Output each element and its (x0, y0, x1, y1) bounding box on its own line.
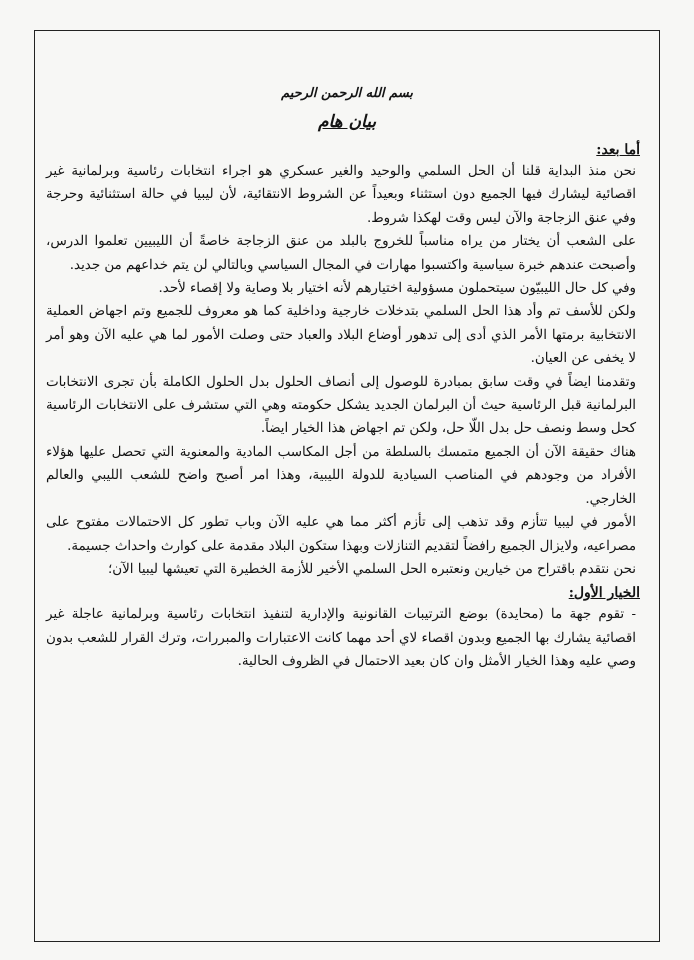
document-body (46, 84, 648, 674)
paragraph: هناك حقيقة الآن أن الجميع متمسك بالسلطة من أجل المكاسب المادية والمعنوية التي تحصل عليها هؤلاء الأفراد من وجودهم في المناصب السيادية للدولة الليبية، وهذا امر أصبح واضح للشعب الليبي والعالم الخارجي. (46, 444, 636, 507)
paragraph: نحن منذ البداية قلنا أن الحل السلمي والوحيد والغير عسكري هو اجراء انتخابات رئاسية وبرلمانية غير اقصائية ليشارك فيها الجميع دون استثناء وبعيداً عن الشروط الانتقائية، لأن ليبيا في حالة استثنائية وحرجة وفي عنق الزجاجة والآن ليس وقت لهكذا شروط. (46, 164, 636, 226)
paragraph: الأمور في ليبيا تتأزم وقد تذهب إلى تأزم أكثر مما هي عليه الآن وباب تطور كل الاحتمالات مفتوح على مصراعيه، ولايزال الجميع رافضاً لتقديم التنازلات وبهذا ستكون البلاد مقدمة على كوارث واحداث جسيمة. (46, 515, 636, 554)
basmala: بسم الله الرحمن الرحيم (281, 86, 413, 101)
paragraph: وتقدمنا ايضاً في وقت سابق بمبادرة للوصول إلى أنصاف الحلول بدل الحلول الكاملة بأن تجرى الانتخابات البرلمانية قبل الرئاسية حيث أن البرلمان الجديد يشكل حكومته وهي التي ستشرف على الانتخابات الرئاسية كحل وسط ونصف حل بدل اللّا حل، ولكن تم اجهاض هذا الخيار ايضاً. (46, 374, 636, 437)
option-one-heading: الخيار الأول: (568, 585, 640, 602)
paragraph: وفي كل حال الليبيّون سيتحملون مسؤولية اختيارهم لأنه اختيار بلا وصاية ولا إقصاء لأحد. (158, 281, 636, 297)
paragraph: نحن نتقدم باقتراح من خيارين ونعتبره الحل السلمي الأخير للأزمة الخطيرة التي تعيشها ليبيا الآن؛ (108, 561, 636, 577)
paragraph: على الشعب أن يختار من يراه مناسباً للخروج بالبلد من عنق الزجاجة خاصةً أن الليبيين تعلموا الدرس، وأصبحت عندهم خبرة سياسية واكتسبوا مهارات في المجال السياسي وبالتالي لن يتم خداعهم من جديد. (46, 234, 636, 273)
option-one-paragraph: - تقوم جهة ما (محايدة) بوضع الترتيبات القانونية والإدارية لتنفيذ انتخابات رئاسية وبرلمانية عاجلة غير اقصائية يشارك بها الجميع وبدون اقصاء لاي أحد مهما كانت الاعتبارات والمبررات، وترك القرار للشعب بدون وصي عليه وهذا الخيار الأمثل وان كان بعيد الاحتمال في الظروف الحالية. (46, 607, 636, 670)
document-title: بيان هام (317, 112, 377, 132)
paragraph: ولكن للأسف تم وأد هذا الحل السلمي بتدخلات خارجية وداخلية كما هو معروف للجميع وتم اجهاض العملية الانتخابية برمتها الأمر الذي أدى إلى تدهور أوضاع البلاد والعباد حتى وصلت الأمور لما هي عليه الآن وهو أمر لا يخفى عن العيان. (46, 304, 636, 367)
greeting-heading: أما بعد: (596, 142, 640, 158)
